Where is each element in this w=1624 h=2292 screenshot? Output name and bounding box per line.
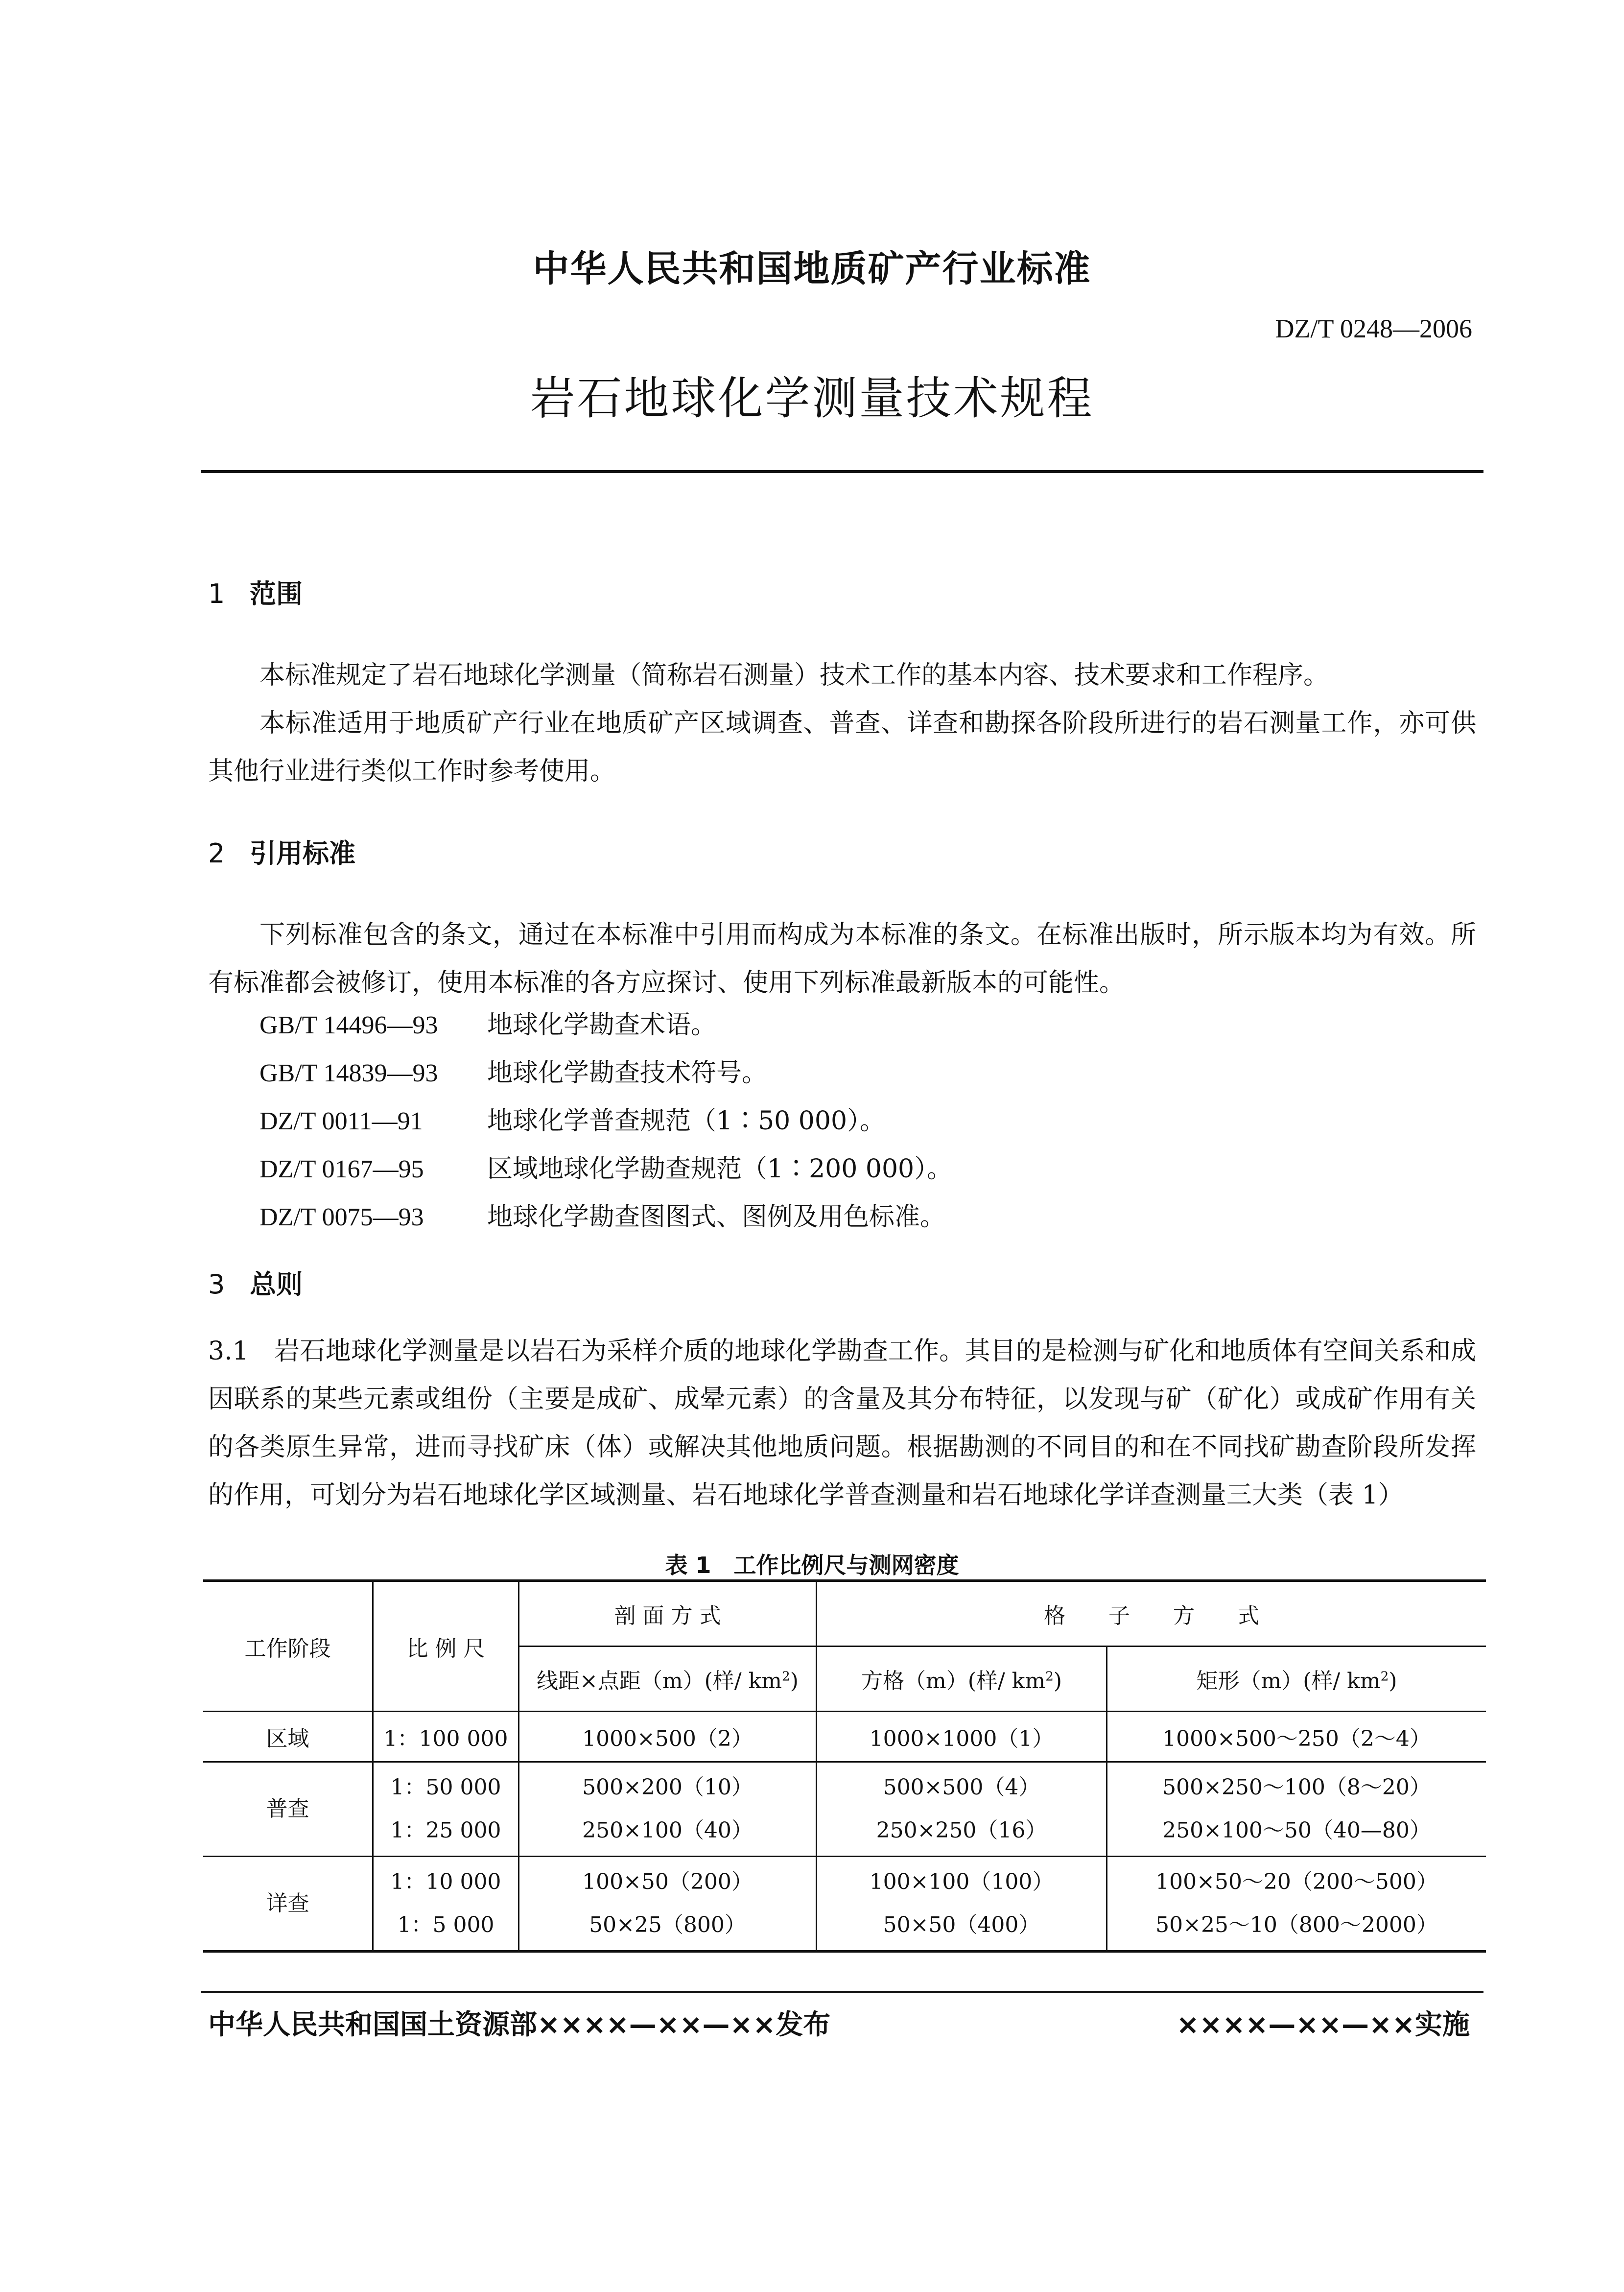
scale-density-table [203,1579,1486,1953]
document-title: 岩石地球化学测量技术规程 [530,372,1094,425]
table-cell-square: 100×100（100） 50×50（400） [817,1857,1107,1952]
section-1-paragraph-1: 本标准规定了岩石地球化学测量（简称岩石测量）技术工作的基本内容、技术要求和工作程序。 [259,661,1329,690]
table-cell-square: 1000×1000（1） [817,1712,1107,1762]
reference-item [259,1196,945,1233]
effective-date: ××××—××—××实施 [1176,2009,1470,2041]
table-caption: 表 1 工作比例尺与测网密度 [665,1552,959,1578]
table-cell-scale: 1：50 000 1：25 000 [373,1762,519,1857]
footer-divider [201,1991,1483,1993]
table-cell-rect: 500×250～100（8～20） 250×100～50（40—80） [1107,1762,1486,1857]
header-square-sub: 方格（m）(样/ $km^2$) [817,1647,1107,1712]
reference-title: 地球化学勘查术语。 [487,1010,717,1040]
section-3-paragraph-1: 3.1 岩石地球化学测量是以岩石为采样介质的地球化学勘查工作。其目的是检测与矿化和地质体有空间关系和成因联系的某些元素或组份（主要是成矿、成晕元素）的含量及其分布特征，以发现与矿（矿化）或成矿作用有关的各类原生异常，进而寻找矿床（体）或解决其他地质问题。根据勘测的不同目的和在不同找矿勘查阶段所发挥的作用，可划分为岩石地球化学区域测量、岩石地球化学普查测量和岩石地球化学详查测量三大类（表 1） [208,1337,1476,1510]
table-cell-rect: 100×50～20（200～500） 50×25～10（800～2000） [1107,1857,1486,1952]
reference-item [259,1148,952,1185]
table-cell-stage: 普查 [203,1762,373,1857]
reference-code: DZ/T 0167—95 [259,1155,424,1183]
table-cell-profile: 1000×500（2） [519,1712,817,1762]
reference-title: 地球化学普查规范（1∶50 000）。 [487,1106,886,1136]
reference-code: DZ/T 0075—93 [259,1203,424,1231]
reference-code: GB/T 14496—93 [259,1011,438,1039]
reference-title: 地球化学勘查图图式、图例及用色标准。 [487,1202,946,1232]
section-title: 总则 [250,1269,303,1300]
org-title: 中华人民共和国地质矿产行业标准 [533,248,1091,290]
header-profile: 剖 面 方 式 [519,1581,817,1647]
standard-code: DZ/T 0248—2006 [1275,314,1472,343]
section-number: 1 [208,578,225,609]
section-1-heading [208,573,303,611]
reference-code: GB/T 14839—93 [259,1059,438,1087]
reference-title: 区域地球化学勘查规范（1∶200 000）。 [487,1154,953,1184]
section-3-heading [208,1264,303,1301]
table-cell-profile: 500×200（10） 250×100（40） [519,1762,817,1857]
table-cell-scale: 1：100 000 [373,1712,519,1762]
title-divider [201,470,1483,473]
table-cell-stage: 详查 [203,1857,373,1952]
reference-item [259,1004,716,1041]
reference-item [259,1052,767,1089]
table-cell-square: 500×500（4） 250×250（16） [817,1762,1107,1857]
section-number: 3 [208,1269,225,1300]
issued-by: 中华人民共和国国土资源部××××—××—××发布 [208,2009,831,2041]
reference-title: 地球化学勘查技术符号。 [487,1058,768,1088]
table-cell-rect: 1000×500～250（2～4） [1107,1712,1486,1762]
section-title: 范围 [250,578,303,609]
table-cell-profile: 100×50（200） 50×25（800） [519,1857,817,1952]
header-scale: 比 例 尺 [373,1581,519,1712]
header-profile-sub: 线距×点距（m）(样/ $km^2$) [519,1647,817,1712]
table-cell-stage: 区域 [203,1712,373,1762]
header-rect-sub: 矩形（m）(样/ $km^2$) [1107,1647,1486,1712]
header-stage: 工作阶段 [203,1581,373,1712]
reference-item [259,1100,885,1137]
header-grid: 格 子 方 式 [817,1581,1486,1647]
table-cell-scale: 1：10 000 1：5 000 [373,1857,519,1952]
section-title: 引用标准 [250,838,355,869]
section-2-heading [208,833,355,870]
section-1-paragraph-2: 本标准适用于地质矿产行业在地质矿产区域调查、普查、详查和勘探各阶段所进行的岩石测量工作，亦可供其他行业进行类似工作时参考使用。 [208,709,1476,786]
section-number: 2 [208,838,225,869]
section-2-paragraph-1: 下列标准包含的条文，通过在本标准中引用而构成为本标准的条文。在标准出版时，所示版本均为有效。所有标准都会被修订，使用本标准的各方应探讨、使用下列标准最新版本的可能性。 [208,920,1476,998]
reference-code: DZ/T 0011—91 [259,1107,423,1135]
